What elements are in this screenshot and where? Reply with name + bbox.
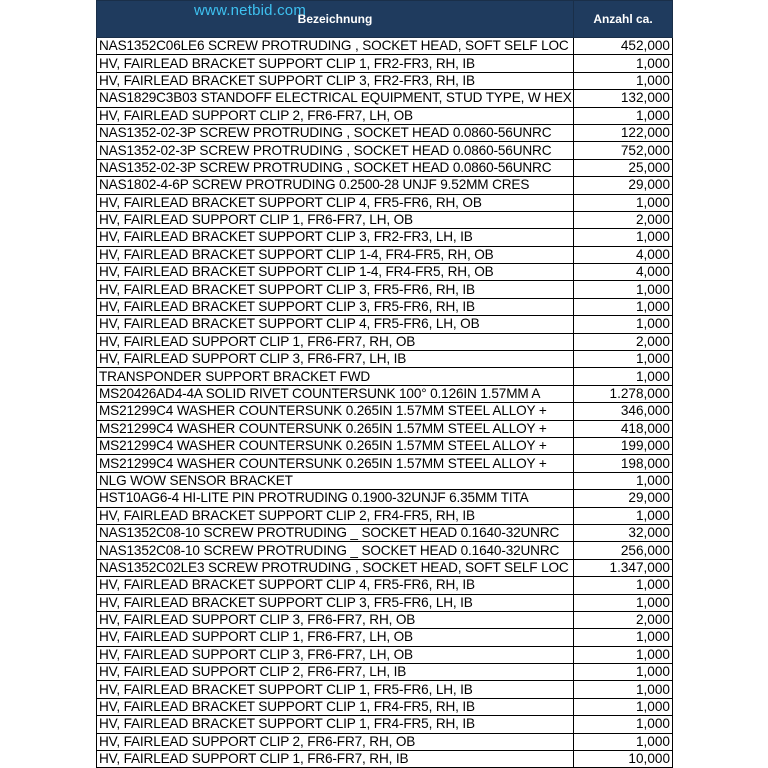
table-row — [97, 437, 673, 454]
cell-quantity: 1,000 — [574, 298, 673, 315]
cell-quantity: 1,000 — [574, 368, 673, 385]
header-row — [97, 1, 673, 38]
parts-list-sheet — [96, 0, 672, 768]
table-row — [97, 577, 673, 594]
cell-quantity: 25,000 — [574, 159, 673, 176]
table-row — [97, 107, 673, 124]
cell-quantity: 1,000 — [574, 716, 673, 733]
table-row — [97, 229, 673, 246]
table-row — [97, 716, 673, 733]
cell-quantity: 199,000 — [574, 437, 673, 454]
cell-description: HV, FAIRLEAD SUPPORT CLIP 3, FR6-FR7, RH, OB — [97, 611, 574, 628]
table-row — [97, 368, 673, 385]
table-row — [97, 142, 673, 159]
cell-quantity: 32,000 — [574, 524, 673, 541]
cell-quantity: 452,000 — [574, 38, 673, 55]
cell-description: HV, FAIRLEAD BRACKET SUPPORT CLIP 4, FR5-FR6, RH, OB — [97, 194, 574, 211]
table-row — [97, 490, 673, 507]
cell-quantity: 198,000 — [574, 455, 673, 472]
cell-description: HV, FAIRLEAD BRACKET SUPPORT CLIP 1-4, FR4-FR5, RH, OB — [97, 264, 574, 281]
cell-quantity: 122,000 — [574, 124, 673, 141]
table-row — [97, 420, 673, 437]
cell-description: HV, FAIRLEAD SUPPORT CLIP 1, FR6-FR7, LH, OB — [97, 629, 574, 646]
cell-description: HV, FAIRLEAD SUPPORT CLIP 2, FR6-FR7, LH, IB — [97, 664, 574, 681]
cell-quantity: 1.347,000 — [574, 559, 673, 576]
table-row — [97, 264, 673, 281]
cell-quantity: 256,000 — [574, 542, 673, 559]
cell-description: TRANSPONDER SUPPORT BRACKET FWD — [97, 368, 574, 385]
cell-description: NAS1352C06LE6 SCREW PROTRUDING , SOCKET HEAD, SOFT SELF LOC — [97, 38, 574, 55]
cell-quantity: 29,000 — [574, 490, 673, 507]
table-row — [97, 751, 673, 768]
cell-quantity: 1,000 — [574, 594, 673, 611]
cell-quantity: 1,000 — [574, 351, 673, 368]
table-row — [97, 124, 673, 141]
cell-quantity: 1,000 — [574, 698, 673, 715]
cell-description: MS21299C4 WASHER COUNTERSUNK 0.265IN 1.57MM STEEL ALLOY + — [97, 455, 574, 472]
table-row — [97, 664, 673, 681]
table-row — [97, 733, 673, 750]
cell-description: HV, FAIRLEAD SUPPORT CLIP 3, FR6-FR7, LH, IB — [97, 351, 574, 368]
table-row — [97, 611, 673, 628]
cell-description: HV, FAIRLEAD BRACKET SUPPORT CLIP 1-4, FR4-FR5, RH, OB — [97, 246, 574, 263]
table-row — [97, 298, 673, 315]
cell-description: NAS1829C3B03 STANDOFF ELECTRICAL EQUIPMENT, STUD TYPE, W HEX — [97, 90, 574, 107]
cell-description: NAS1352C08-10 SCREW PROTRUDING _ SOCKET HEAD 0.1640-32UNRC — [97, 542, 574, 559]
table-row — [97, 629, 673, 646]
cell-description: NAS1352C02LE3 SCREW PROTRUDING , SOCKET HEAD, SOFT SELF LOC — [97, 559, 574, 576]
table-row — [97, 646, 673, 663]
header-quantity: Anzahl ca. — [574, 1, 673, 38]
cell-quantity: 1,000 — [574, 577, 673, 594]
cell-description: HV, FAIRLEAD BRACKET SUPPORT CLIP 1, FR4-FR5, RH, IB — [97, 716, 574, 733]
cell-description: HV, FAIRLEAD SUPPORT CLIP 1, FR6-FR7, LH, OB — [97, 211, 574, 228]
table-row — [97, 316, 673, 333]
cell-description: MS21299C4 WASHER COUNTERSUNK 0.265IN 1.57MM STEEL ALLOY + — [97, 437, 574, 454]
cell-description: NAS1352-02-3P SCREW PROTRUDING , SOCKET HEAD 0.0860-56UNRC — [97, 159, 574, 176]
cell-description: HV, FAIRLEAD BRACKET SUPPORT CLIP 1, FR2-FR3, RH, IB — [97, 55, 574, 72]
table-row — [97, 455, 673, 472]
cell-description: HV, FAIRLEAD BRACKET SUPPORT CLIP 4, FR5-FR6, RH, IB — [97, 577, 574, 594]
cell-quantity: 4,000 — [574, 264, 673, 281]
table-row — [97, 159, 673, 176]
cell-description: HV, FAIRLEAD BRACKET SUPPORT CLIP 1, FR4-FR5, RH, IB — [97, 698, 574, 715]
parts-table — [96, 0, 673, 768]
cell-description: NAS1352-02-3P SCREW PROTRUDING , SOCKET HEAD 0.0860-56UNRC — [97, 142, 574, 159]
cell-quantity: 2,000 — [574, 211, 673, 228]
table-row — [97, 524, 673, 541]
cell-description: HV, FAIRLEAD BRACKET SUPPORT CLIP 3, FR2-FR3, LH, IB — [97, 229, 574, 246]
cell-quantity: 1,000 — [574, 281, 673, 298]
table-row — [97, 507, 673, 524]
cell-description: HV, FAIRLEAD BRACKET SUPPORT CLIP 1, FR5-FR6, LH, IB — [97, 681, 574, 698]
cell-description: NAS1352C08-10 SCREW PROTRUDING _ SOCKET HEAD 0.1640-32UNRC — [97, 524, 574, 541]
cell-description: MS21299C4 WASHER COUNTERSUNK 0.265IN 1.57MM STEEL ALLOY + — [97, 420, 574, 437]
table-row — [97, 211, 673, 228]
cell-quantity: 1,000 — [574, 55, 673, 72]
cell-quantity: 752,000 — [574, 142, 673, 159]
cell-quantity: 346,000 — [574, 403, 673, 420]
cell-description: HV, FAIRLEAD BRACKET SUPPORT CLIP 3, FR5-FR6, RH, IB — [97, 298, 574, 315]
cell-quantity: 1,000 — [574, 681, 673, 698]
cell-quantity: 1.278,000 — [574, 385, 673, 402]
cell-description: NLG WOW SENSOR BRACKET — [97, 472, 574, 489]
cell-quantity: 1,000 — [574, 316, 673, 333]
table-row — [97, 281, 673, 298]
cell-quantity: 1,000 — [574, 107, 673, 124]
cell-quantity: 10,000 — [574, 751, 673, 768]
table-row — [97, 55, 673, 72]
table-row — [97, 351, 673, 368]
cell-description: MS20426AD4-4A SOLID RIVET COUNTERSUNK 100° 0.126IN 1.57MM A — [97, 385, 574, 402]
cell-quantity: 1,000 — [574, 72, 673, 89]
cell-quantity: 1,000 — [574, 472, 673, 489]
watermark: www.netbid.com — [194, 2, 307, 19]
cell-quantity: 1,000 — [574, 646, 673, 663]
table-row — [97, 559, 673, 576]
cell-description: HV, FAIRLEAD BRACKET SUPPORT CLIP 4, FR5-FR6, LH, OB — [97, 316, 574, 333]
cell-description: HV, FAIRLEAD BRACKET SUPPORT CLIP 3, FR5-FR6, LH, IB — [97, 594, 574, 611]
cell-description: HV, FAIRLEAD SUPPORT CLIP 2, FR6-FR7, LH, OB — [97, 107, 574, 124]
cell-quantity: 2,000 — [574, 611, 673, 628]
cell-description: NAS1352-02-3P SCREW PROTRUDING , SOCKET HEAD 0.0860-56UNRC — [97, 124, 574, 141]
cell-description: HV, FAIRLEAD BRACKET SUPPORT CLIP 3, FR5-FR6, RH, IB — [97, 281, 574, 298]
table-row — [97, 177, 673, 194]
cell-description: HV, FAIRLEAD SUPPORT CLIP 3, FR6-FR7, LH, OB — [97, 646, 574, 663]
cell-description: NAS1802-4-6P SCREW PROTRUDING 0.2500-28 UNJF 9.52MM CRES — [97, 177, 574, 194]
cell-quantity: 4,000 — [574, 246, 673, 263]
cell-description: HV, FAIRLEAD BRACKET SUPPORT CLIP 3, FR2-FR3, RH, IB — [97, 72, 574, 89]
table-row — [97, 90, 673, 107]
cell-description: HV, FAIRLEAD BRACKET SUPPORT CLIP 2, FR4-FR5, RH, IB — [97, 507, 574, 524]
table-row — [97, 333, 673, 350]
cell-quantity: 1,000 — [574, 507, 673, 524]
cell-quantity: 2,000 — [574, 333, 673, 350]
table-row — [97, 542, 673, 559]
table-row — [97, 194, 673, 211]
cell-quantity: 1,000 — [574, 664, 673, 681]
cell-description: HV, FAIRLEAD SUPPORT CLIP 1, FR6-FR7, RH, OB — [97, 333, 574, 350]
table-row — [97, 681, 673, 698]
cell-description: HST10AG6-4 HI-LITE PIN PROTRUDING 0.1900-32UNJF 6.35MM TITA — [97, 490, 574, 507]
table-header — [97, 1, 673, 38]
cell-quantity: 1,000 — [574, 629, 673, 646]
table-row — [97, 385, 673, 402]
table-row — [97, 246, 673, 263]
table-row — [97, 594, 673, 611]
table-row — [97, 403, 673, 420]
cell-description: HV, FAIRLEAD SUPPORT CLIP 1, FR6-FR7, RH, IB — [97, 751, 574, 768]
table-row — [97, 72, 673, 89]
table-body — [97, 38, 673, 768]
cell-quantity: 1,000 — [574, 229, 673, 246]
table-row — [97, 698, 673, 715]
cell-quantity: 1,000 — [574, 194, 673, 211]
cell-quantity: 132,000 — [574, 90, 673, 107]
table-row — [97, 472, 673, 489]
table-row — [97, 38, 673, 55]
cell-quantity: 29,000 — [574, 177, 673, 194]
cell-description: HV, FAIRLEAD SUPPORT CLIP 2, FR6-FR7, RH, OB — [97, 733, 574, 750]
header-description: Bezeichnung — [97, 1, 574, 38]
cell-quantity: 418,000 — [574, 420, 673, 437]
cell-description: MS21299C4 WASHER COUNTERSUNK 0.265IN 1.57MM STEEL ALLOY + — [97, 403, 574, 420]
cell-quantity: 1,000 — [574, 733, 673, 750]
